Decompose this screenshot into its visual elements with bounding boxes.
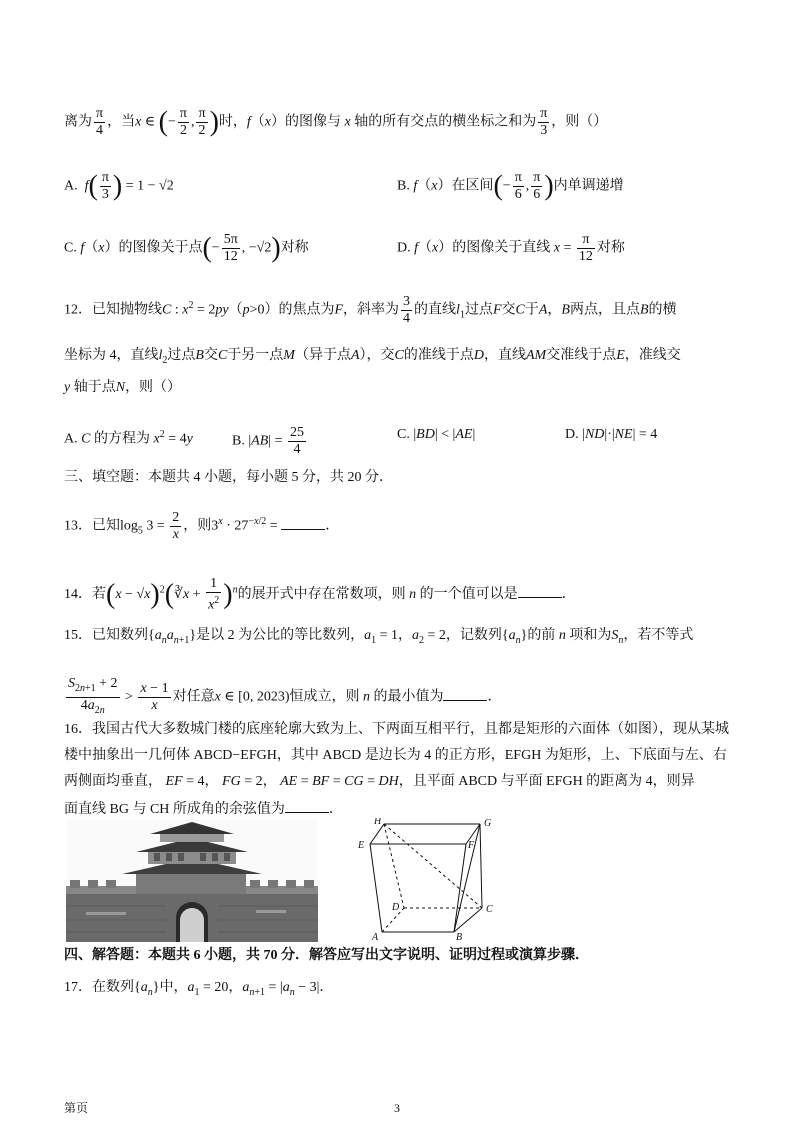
- q16-line-4: 面直线 BG 与 CH 所成角的余弦值为 ．: [64, 798, 343, 820]
- q11-option-b: B. f（x）在区间(− $\frac{\pi}{6}$ , $\frac{\pi}{6}$ )内单调递增: [397, 170, 624, 202]
- label-f: F: [468, 840, 475, 851]
- q13: 13．已知$\log_5 3$ = $\frac{2}{x}$ ，则$3^x \cdot 27^{-x/2}$ = ．: [64, 510, 340, 542]
- q12-line-1: 12．已知抛物线C : $x^2 = 2py(p>0)$的焦点为F，斜率为 $\frac{3}{4}$ 的直线$l_1$过点F交C于A，B两点，且点B的横: [64, 294, 677, 326]
- label-e: E: [358, 840, 365, 851]
- q16-line-1: 16．我国古代大多数城门楼的底座轮廓大致为上、下两面互相平行，且都是矩形的六面体（如图），现从某城: [64, 722, 729, 737]
- label-c: C: [486, 904, 493, 915]
- q12-line-3: y 轴于点N，则（）: [64, 380, 182, 395]
- label-a: A: [372, 932, 379, 942]
- q16-line-2: 楼中抽象出一几何体 ABCD−EFGH，其中 ABCD 是边长为 4 的正方形，EFGH 为矩形，上、下底面与左、右: [64, 748, 727, 763]
- q16-answer-blank[interactable]: [285, 798, 329, 813]
- q12-option-a: A. C 的方程为 $x^2 = 4y$: [64, 429, 193, 447]
- label-g: G: [484, 818, 492, 829]
- label-d: D: [392, 902, 400, 913]
- q12-option-d: D. |ND|·|NE| = 4: [565, 427, 658, 442]
- q12-option-c: C. |BD| < |AE|: [397, 427, 476, 442]
- label-h: H: [374, 818, 382, 827]
- q11-option-c: C. f（x）的图像关于点(− $\frac{5\pi}{12}$ , −√2)对称: [64, 232, 309, 264]
- q15-line-2: $\frac{S_{2n+1} + 2}{4a_{2n}}$ > $\frac{x - 1}{x}$ 对任意x ∈ [0, 2023)恒成立，则 n 的最小值为 ．: [68, 676, 502, 716]
- q15-line-1: 15．已知数列$\{a_na_{n+1}\}$是以 2 为公比的等比数列，$a_1 = 1$，$a_2 = 2$，记数列$\{a_n\}$的前 n 项和为$S_n$，若不等式: [64, 628, 694, 646]
- q16-line-3: 两侧面均垂直， EF = 4， FG = 2， AE = BF = CG = DH，且平面 ABCD 与平面 EFGH 的距离为 4，则异: [64, 774, 695, 789]
- q13-answer-blank[interactable]: [281, 515, 325, 530]
- footer-left: 第页: [64, 1101, 89, 1115]
- q11-option-d: D. f（x）的图像关于直线 x = $\frac{\pi}{12}$ 对称: [397, 232, 625, 264]
- q12-option-b: B. |AB| = $\frac{25}{4}$: [232, 425, 304, 457]
- page-number: 3: [394, 1101, 400, 1115]
- hexahedron-diagram: [340, 818, 510, 942]
- q14-answer-blank[interactable]: [518, 583, 562, 598]
- city-gate-photo: [66, 820, 318, 942]
- section-3-heading: 三、填空题：本题共 4 小题，每小题 5 分，共 20 分．: [64, 470, 393, 485]
- q17: 17．在数列$\{a_n\}$中，$a_1 = 20$，$a_{n+1} = |a_n - 3|$．: [64, 980, 334, 998]
- q11-option-a: A. f( $\frac{\pi}{3}$ ) = 1 − √2: [64, 170, 174, 202]
- q14: 14．若$(x - √x)^2(∛x$ + $\frac{1}{x^2}$ )$^n$的展开式中存在常数项，则 n 的一个值可以是 ．: [64, 576, 576, 613]
- q11-stem: 离为 $\frac{\pi}{4}$ ，当x ∈ (− $\frac{\pi}{2}$ , $\frac{\pi}{2}$ )时，f（x）的图像与 x 轴的所有交点的横坐标之和为 $\frac{\pi}{3}$ ，则（）: [64, 106, 608, 138]
- q15-answer-blank[interactable]: [443, 686, 487, 701]
- section-4-heading: 四、解答题：本题共 6 小题，共 70 分．解答应写出文字说明、证明过程或演算步骤．: [64, 948, 589, 963]
- q12-line-2: 坐标为 4，直线$l_2$过点B交C于另一点M（异于点A），交C的准线于点D，直线AM交准线于点E，准线交: [64, 348, 681, 366]
- label-b: B: [456, 932, 463, 942]
